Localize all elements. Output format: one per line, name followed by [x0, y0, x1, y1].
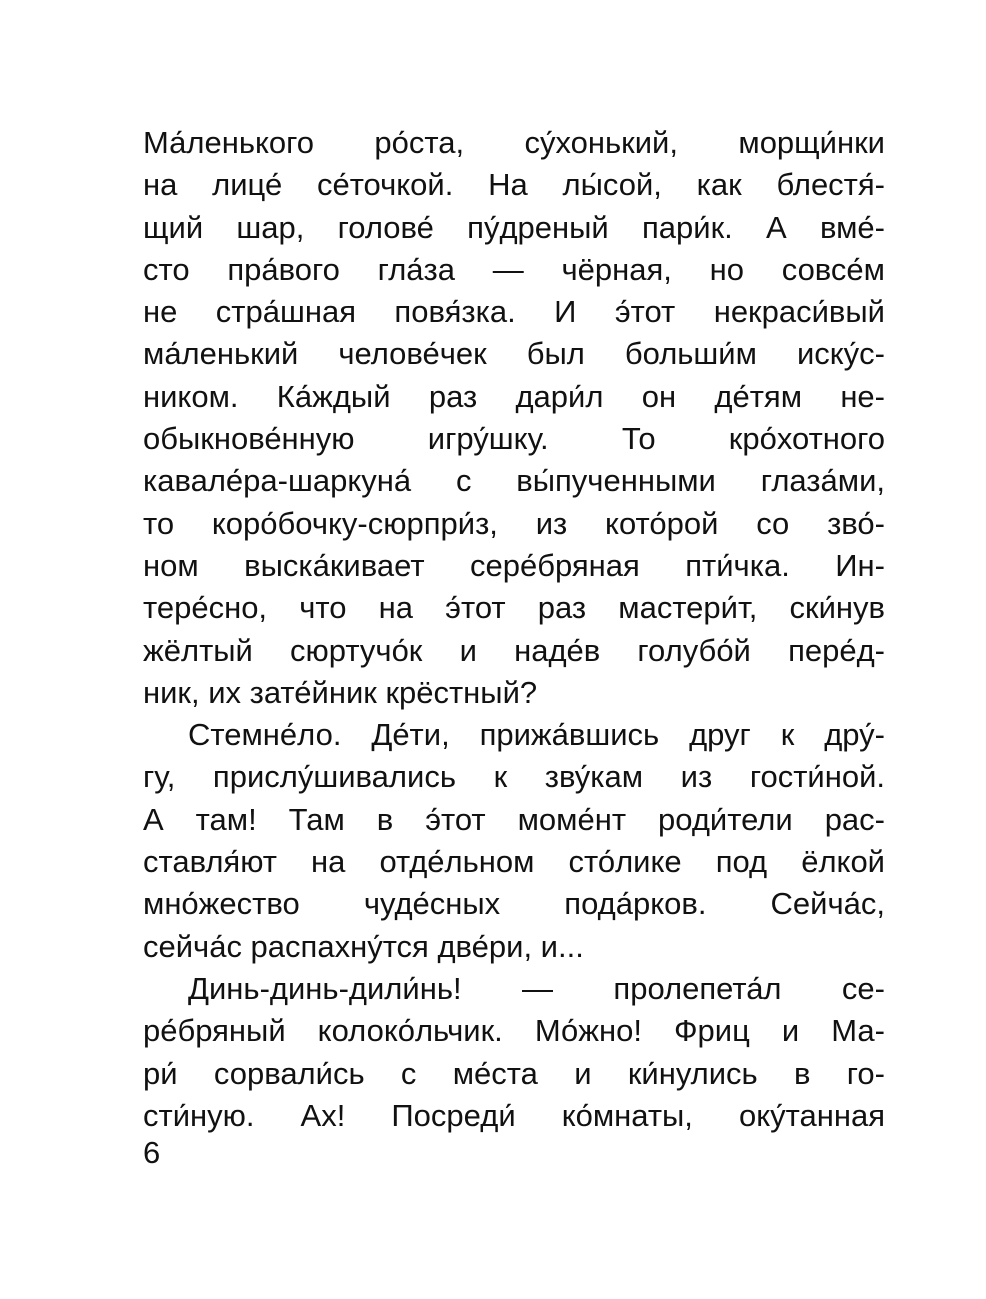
text-line: ставля́ют на отде́льном сто́лике под ёлкой [143, 844, 885, 880]
text-line: ри́ сорвали́сь с ме́ста и ки́нулись в го- [143, 1055, 885, 1091]
text-line: мно́жество чуде́сных пода́рков. Сейча́с, [143, 886, 885, 922]
text-line: сти́ную. Ах! Посреди́ ко́мнаты, оку́танная [143, 1097, 885, 1133]
paragraph-2 [143, 714, 885, 968]
text-line: ник, их зате́йник крёстный? [143, 674, 538, 710]
text-line: сейча́с распахну́тся две́ри, и... [143, 928, 584, 964]
text-line: Ма́ленького ро́ста, су́хонький, морщи́нки [143, 125, 885, 160]
text-line: жёлтый сюртучо́к и наде́в голубо́й пере́д- [143, 632, 885, 668]
text-line: гу, прислу́шивались к зву́кам из гости́ной. [143, 759, 885, 795]
text-line: ном выска́кивает сере́бряная пти́чка. Ин- [143, 547, 885, 583]
text-line: А там! Там в э́тот моме́нт роди́тели рас- [143, 801, 885, 837]
paragraph-1 [143, 122, 885, 714]
text-line: на лице́ се́точкой. На лы́сой, как блестя́- [143, 167, 885, 203]
text-line: то коро́бочку-сюрпри́з, из кото́рой со зво́- [143, 505, 885, 541]
text-line: обыкнове́нную игру́шку. То кро́хотного [143, 421, 885, 457]
text-line: ре́бряный колоко́льчик. Мо́жно! Фриц и Ма- [143, 1013, 885, 1049]
text-line: Динь-динь-дили́нь! — пролепета́л се- [188, 970, 885, 1006]
text-line: ником. Ка́ждый раз дари́л он де́тям не- [143, 378, 885, 414]
page-number: 6 [143, 1135, 161, 1170]
text-line: сто пра́вого гла́за — чёрная, но совсе́м [143, 251, 885, 287]
text-line: не стра́шная повя́зка. И э́тот некраси́вый [143, 294, 885, 330]
text-line: Стемне́ло. Де́ти, прижа́вшись друг к дру́- [188, 717, 885, 753]
text-line: щий шар, голове́ пу́дреный пари́к. А вме́- [143, 209, 885, 245]
text-line: тере́сно, что на э́тот раз мастери́т, ски́нув [143, 590, 885, 626]
body-text [143, 122, 885, 1137]
text-line: ма́ленький челове́чек был больши́м иску́с- [143, 336, 885, 372]
text-line: кавале́ра-шаркуна́ с вы́пученными глаза́ми, [143, 463, 885, 499]
paragraph-3 [143, 968, 885, 1137]
